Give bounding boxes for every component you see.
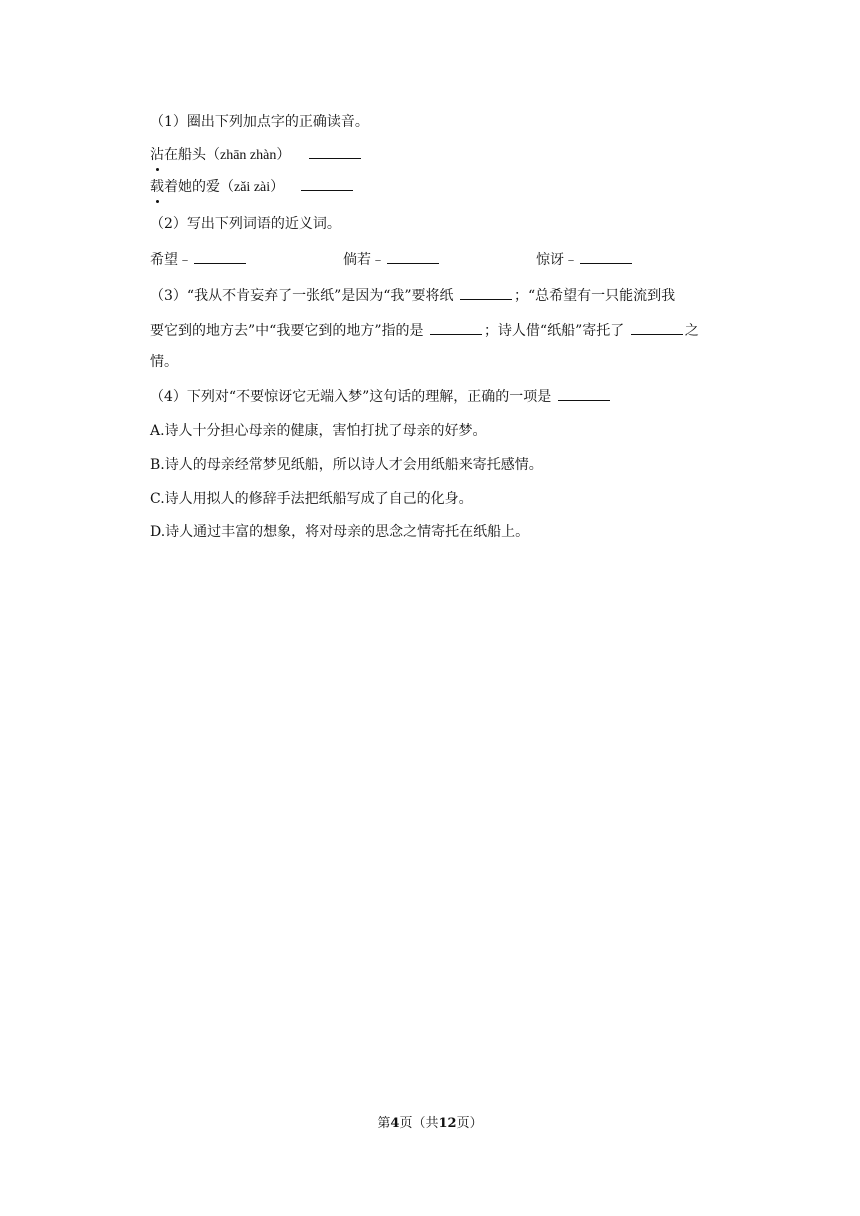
q4-title-row <box>150 386 612 406</box>
answer-blank[interactable] <box>460 285 512 300</box>
q4-title: （4）下列对“不要惊讶它无端入梦”这句话的理解，正确的一项是 <box>150 389 552 405</box>
q2-word-2 <box>343 249 441 270</box>
q2-word-1 <box>150 249 248 270</box>
answer-blank[interactable] <box>301 176 353 191</box>
answer-blank[interactable] <box>194 249 246 264</box>
q2-word-3 <box>536 249 634 270</box>
answer-blank[interactable] <box>580 249 632 264</box>
page-footer <box>0 1112 860 1131</box>
q3-text-b: ；“总希望有一只能流到我 <box>514 288 676 304</box>
q2-word-3-label: 惊讶﹣ <box>536 252 578 268</box>
dotted-char: 沾 <box>150 147 164 163</box>
q1-item-1-text: 在船头（zhān zhàn） <box>164 148 291 163</box>
footer-middle: 页（共 <box>399 1116 439 1131</box>
q3-text-a: （3）“我从不肯妄弃了一张纸”是因为“我”要将纸 <box>150 288 454 304</box>
q1-item-2-text: 着她的爱（zǎi zài） <box>164 180 285 195</box>
dotted-char: 载 <box>150 179 164 195</box>
q2-word-2-label: 倘若﹣ <box>343 252 385 268</box>
q3-line-1 <box>150 285 675 305</box>
answer-blank[interactable] <box>631 320 683 335</box>
answer-blank[interactable] <box>558 386 610 401</box>
q1-title: （1）圈出下列加点字的正确读音。 <box>150 114 369 130</box>
q4-option-a: A.诗人十分担心母亲的健康，害怕打扰了母亲的好梦。 <box>150 423 487 439</box>
q3-line-2 <box>150 320 699 340</box>
answer-blank[interactable] <box>309 144 361 159</box>
q3-text-d: ；诗人借“纸船”寄托了 <box>483 323 625 339</box>
footer-total-pages: 12 <box>438 1116 457 1131</box>
q4-option-c: C.诗人用拟人的修辞手法把纸船写成了自己的化身。 <box>150 491 473 507</box>
q4-option-d: D.诗人通过丰富的想象，将对母亲的思念之情寄托在纸船上。 <box>150 524 530 540</box>
footer-prefix: 第 <box>377 1116 391 1131</box>
q1-item-2 <box>150 176 355 196</box>
footer-suffix: 页） <box>456 1116 483 1131</box>
q2-words-row <box>150 249 710 269</box>
q3-line-3: 情。 <box>150 354 178 370</box>
q2-title: （2）写出下列词语的近义词。 <box>150 216 341 232</box>
q1-item-1 <box>150 144 363 164</box>
q4-option-b: B.诗人的母亲经常梦见纸船，所以诗人才会用纸船来寄托感情。 <box>150 457 543 473</box>
q3-text-c: 要它到的地方去”中“我要它到的地方”指的是 <box>150 323 424 339</box>
q2-word-1-label: 希望﹣ <box>150 252 192 268</box>
q3-text-e: 之 <box>684 323 699 339</box>
answer-blank[interactable] <box>430 320 482 335</box>
answer-blank[interactable] <box>387 249 439 264</box>
footer-page-number: 4 <box>390 1116 400 1131</box>
